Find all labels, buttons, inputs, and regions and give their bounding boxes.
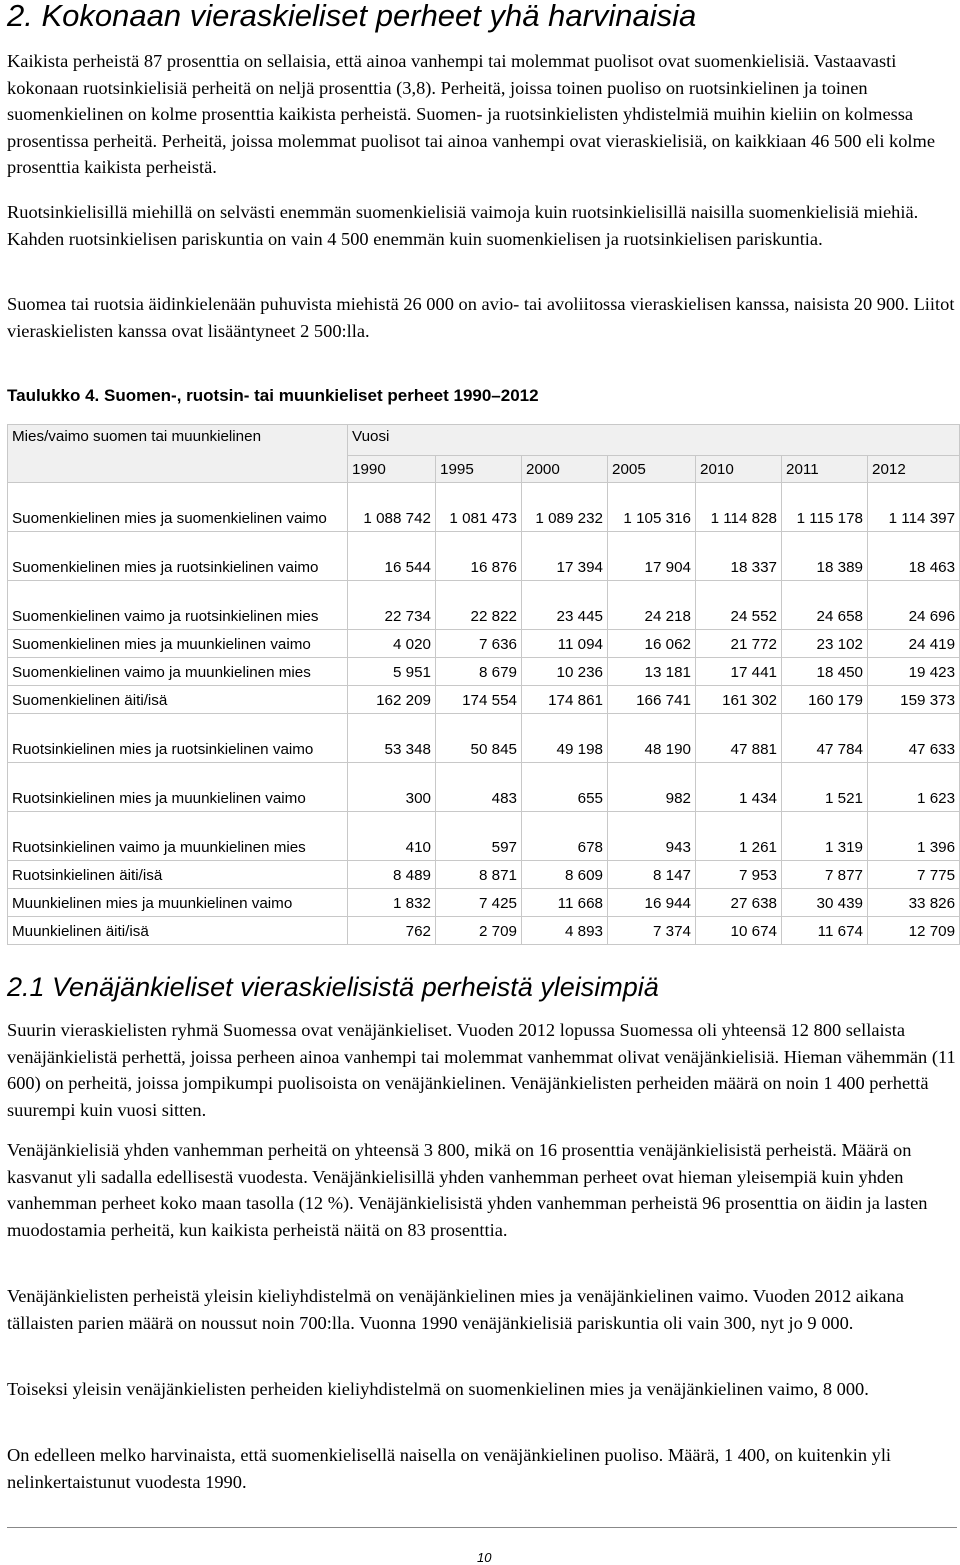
value-cell: 49 198 [522, 714, 608, 763]
value-cell: 17 904 [608, 532, 696, 581]
value-cell: 24 218 [608, 581, 696, 630]
value-cell: 11 674 [782, 917, 868, 945]
table-header-row [8, 425, 960, 456]
row-label: Suomenkielinen mies ja muunkielinen vaimo [8, 630, 348, 658]
table-row [8, 630, 960, 658]
value-cell: 1 521 [782, 763, 868, 812]
value-cell: 10 236 [522, 658, 608, 686]
intro-paragraph-3: Suomea tai ruotsia äidinkielenään puhuvista miehistä 26 000 on avio- tai avoliitossa vieraskielisen kanssa, naisista 20 900. Liitot vieraskielisten kanssa ovat lisääntyneet 2 500:lla. [7, 294, 955, 341]
value-cell: 50 845 [436, 714, 522, 763]
table-row [8, 686, 960, 714]
sub-paragraph-1: Suurin vieraskielisten ryhmä Suomessa ovat venäjänkieliset. Vuoden 2012 lopussa Suomessa oli yhteensä 12 800 sellaista venäjänkielistä perhettä, joissa perheen ainoa vanhempi tai molemmat vanhemmat olivat venäjänkielisiä. Hieman vähemmän (11 600) on perheitä, joissa jompikumpi puolisoista on venäjänkielinen. Venäjänkielisten perheiden määrä on noin 1 400 perhettä suurempi kuin vuosi sitten. [7, 1020, 956, 1120]
value-cell: 1 434 [696, 763, 782, 812]
value-cell: 8 609 [522, 861, 608, 889]
value-cell: 24 419 [868, 630, 960, 658]
value-cell: 762 [348, 917, 436, 945]
value-cell: 30 439 [782, 889, 868, 917]
value-cell: 7 636 [436, 630, 522, 658]
row-label: Suomenkielinen mies ja suomenkielinen vaimo [8, 483, 348, 532]
value-cell: 11 668 [522, 889, 608, 917]
value-cell: 24 658 [782, 581, 868, 630]
row-label: Suomenkielinen mies ja ruotsinkielinen vaimo [8, 532, 348, 581]
corner-header: Mies/vaimo suomen tai muunkielinen [8, 425, 348, 483]
table-row [8, 763, 960, 812]
value-cell: 4 893 [522, 917, 608, 945]
value-cell: 483 [436, 763, 522, 812]
value-cell: 8 679 [436, 658, 522, 686]
table-row [8, 483, 960, 532]
value-cell: 7 877 [782, 861, 868, 889]
value-cell: 23 445 [522, 581, 608, 630]
value-cell: 1 114 397 [868, 483, 960, 532]
value-cell: 161 302 [696, 686, 782, 714]
value-cell: 174 554 [436, 686, 522, 714]
value-cell: 2 709 [436, 917, 522, 945]
value-cell: 7 425 [436, 889, 522, 917]
row-label: Muunkielinen äiti/isä [8, 917, 348, 945]
table-container [7, 424, 959, 945]
page-number: 10 [477, 1550, 492, 1565]
table-row [8, 889, 960, 917]
value-cell: 11 094 [522, 630, 608, 658]
value-cell: 5 951 [348, 658, 436, 686]
value-cell: 7 953 [696, 861, 782, 889]
value-cell: 678 [522, 812, 608, 861]
value-cell: 1 319 [782, 812, 868, 861]
value-cell: 16 062 [608, 630, 696, 658]
row-label: Ruotsinkielinen vaimo ja muunkielinen mies [8, 812, 348, 861]
value-cell: 1 261 [696, 812, 782, 861]
sub-paragraph-5: On edelleen melko harvinaista, että suomenkielisellä naisella on venäjänkielinen puoliso. Määrä, 1 400, on kuitenkin yli nelinkertaistunut vuodesta 1990. [7, 1445, 892, 1492]
row-label: Ruotsinkielinen mies ja ruotsinkielinen vaimo [8, 714, 348, 763]
value-cell: 1 089 232 [522, 483, 608, 532]
value-cell: 1 115 178 [782, 483, 868, 532]
row-label: Suomenkielinen vaimo ja muunkielinen mies [8, 658, 348, 686]
value-cell: 24 696 [868, 581, 960, 630]
value-cell: 174 861 [522, 686, 608, 714]
value-cell: 1 088 742 [348, 483, 436, 532]
table-caption-text: Suomen-, ruotsin- tai muunkieliset perheet 1990–2012 [99, 386, 539, 405]
value-cell: 33 826 [868, 889, 960, 917]
table-row [8, 861, 960, 889]
value-cell: 943 [608, 812, 696, 861]
value-cell: 13 181 [608, 658, 696, 686]
value-cell: 1 832 [348, 889, 436, 917]
value-cell: 8 147 [608, 861, 696, 889]
value-cell: 19 423 [868, 658, 960, 686]
sub-paragraph-4: Toiseksi yleisin venäjänkielisten perheiden kieliyhdistelmä on suomenkielinen mies ja venäjänkielinen vaimo, 8 000. [7, 1379, 869, 1399]
table-row [8, 658, 960, 686]
value-cell: 12 709 [868, 917, 960, 945]
value-cell: 597 [436, 812, 522, 861]
row-label: Ruotsinkielinen mies ja muunkielinen vaimo [8, 763, 348, 812]
value-cell: 10 674 [696, 917, 782, 945]
table-caption-label: Taulukko 4. [7, 386, 100, 405]
value-cell: 53 348 [348, 714, 436, 763]
value-cell: 160 179 [782, 686, 868, 714]
value-cell: 7 775 [868, 861, 960, 889]
table-row [8, 714, 960, 763]
value-cell: 16 544 [348, 532, 436, 581]
value-cell: 21 772 [696, 630, 782, 658]
value-cell: 982 [608, 763, 696, 812]
value-cell: 22 734 [348, 581, 436, 630]
value-cell: 27 638 [696, 889, 782, 917]
value-cell: 655 [522, 763, 608, 812]
row-label: Suomenkielinen vaimo ja ruotsinkielinen mies [8, 581, 348, 630]
value-cell: 18 389 [782, 532, 868, 581]
row-label: Muunkielinen mies ja muunkielinen vaimo [8, 889, 348, 917]
value-cell: 23 102 [782, 630, 868, 658]
subsection-heading: 2.1 Venäjänkieliset vieraskielisistä perheistä yleisimpiä [7, 972, 659, 1002]
year-header: 2005 [608, 456, 696, 483]
table-row [8, 532, 960, 581]
value-cell: 47 881 [696, 714, 782, 763]
table-caption [7, 386, 539, 406]
sub-paragraph-2: Venäjänkielisiä yhden vanhemman perheitä on yhteensä 3 800, mikä on 16 prosenttia venäjänkielisistä perheistä. Määrä on kasvanut yli sadalla edellisestä vuodesta. Venäjänkielisillä yhden vanhemman perheet ovat hieman yleisempiä kuin yhden vanhemman perheet koko maan tasolla (12 %). Venäjänkielisistä yhden vanhemman perheistä 96 prosenttia on äidin ja lasten muodostamia perheitä, kun kaikista perheistä näitä on 83 prosenttia. [7, 1140, 928, 1240]
value-cell: 47 633 [868, 714, 960, 763]
row-label: Ruotsinkielinen äiti/isä [8, 861, 348, 889]
value-cell: 17 441 [696, 658, 782, 686]
year-header: 1995 [436, 456, 522, 483]
value-cell: 16 944 [608, 889, 696, 917]
value-cell: 17 394 [522, 532, 608, 581]
value-cell: 1 623 [868, 763, 960, 812]
value-cell: 1 396 [868, 812, 960, 861]
value-cell: 24 552 [696, 581, 782, 630]
value-cell: 1 105 316 [608, 483, 696, 532]
year-header: 2011 [782, 456, 868, 483]
value-cell: 410 [348, 812, 436, 861]
value-cell: 4 020 [348, 630, 436, 658]
value-cell: 16 876 [436, 532, 522, 581]
year-group-header: Vuosi [348, 425, 960, 456]
table-row [8, 812, 960, 861]
value-cell: 1 114 828 [696, 483, 782, 532]
section-heading: 2. Kokonaan vieraskieliset perheet yhä harvinaisia [7, 0, 697, 33]
value-cell: 22 822 [436, 581, 522, 630]
intro-paragraph-1: Kaikista perheistä 87 prosenttia on sellaisia, että ainoa vanhempi tai molemmat puolisot ovat suomenkielisiä. Vastaavasti kokonaan ruotsinkielisiä perheitä on neljä prosenttia (3,8). Perheitä, joissa toinen puoliso on ruotsinkielinen ja toinen suomenkielinen on kolme prosenttia kaikista perheistä. Suomen- ja ruotsinkielisten yhdistelmiä muihin kieliin on kolmessa prosentissa perheitä. Perheitä, joissa molemmat puolisot tai ainoa vanhempi ovat vieraskielisiä, on kaikkiaan 46 500 eli kolme prosenttia kaikista perheistä. [7, 51, 935, 177]
value-cell: 48 190 [608, 714, 696, 763]
value-cell: 162 209 [348, 686, 436, 714]
year-header: 1990 [348, 456, 436, 483]
year-header: 2010 [696, 456, 782, 483]
value-cell: 18 463 [868, 532, 960, 581]
value-cell: 300 [348, 763, 436, 812]
table-row [8, 581, 960, 630]
value-cell: 1 081 473 [436, 483, 522, 532]
sub-paragraph-3: Venäjänkielisten perheistä yleisin kieliyhdistelmä on venäjänkielinen mies ja venäjänkielinen vaimo. Vuoden 2012 aikana tällaisten parien määrä on noussut noin 700:lla. Vuonna 1990 venäjänkielisiä pariskuntia oli vain 300, nyt jo 9 000. [7, 1286, 904, 1333]
row-label: Suomenkielinen äiti/isä [8, 686, 348, 714]
year-header: 2012 [868, 456, 960, 483]
footer-rule [7, 1527, 957, 1528]
value-cell: 47 784 [782, 714, 868, 763]
value-cell: 166 741 [608, 686, 696, 714]
value-cell: 8 489 [348, 861, 436, 889]
value-cell: 8 871 [436, 861, 522, 889]
intro-paragraph-2: Ruotsinkielisillä miehillä on selvästi enemmän suomenkielisiä vaimoja kuin ruotsinkielisillä naisilla suomenkielisiä miehiä. Kahden ruotsinkielisen pariskuntia on vain 4 500 enemmän kuin suomenkielisen ja ruotsinkielisen pariskuntia. [7, 202, 919, 249]
value-cell: 18 450 [782, 658, 868, 686]
value-cell: 7 374 [608, 917, 696, 945]
families-table [7, 424, 960, 945]
year-header: 2000 [522, 456, 608, 483]
value-cell: 159 373 [868, 686, 960, 714]
table-row [8, 917, 960, 945]
value-cell: 18 337 [696, 532, 782, 581]
